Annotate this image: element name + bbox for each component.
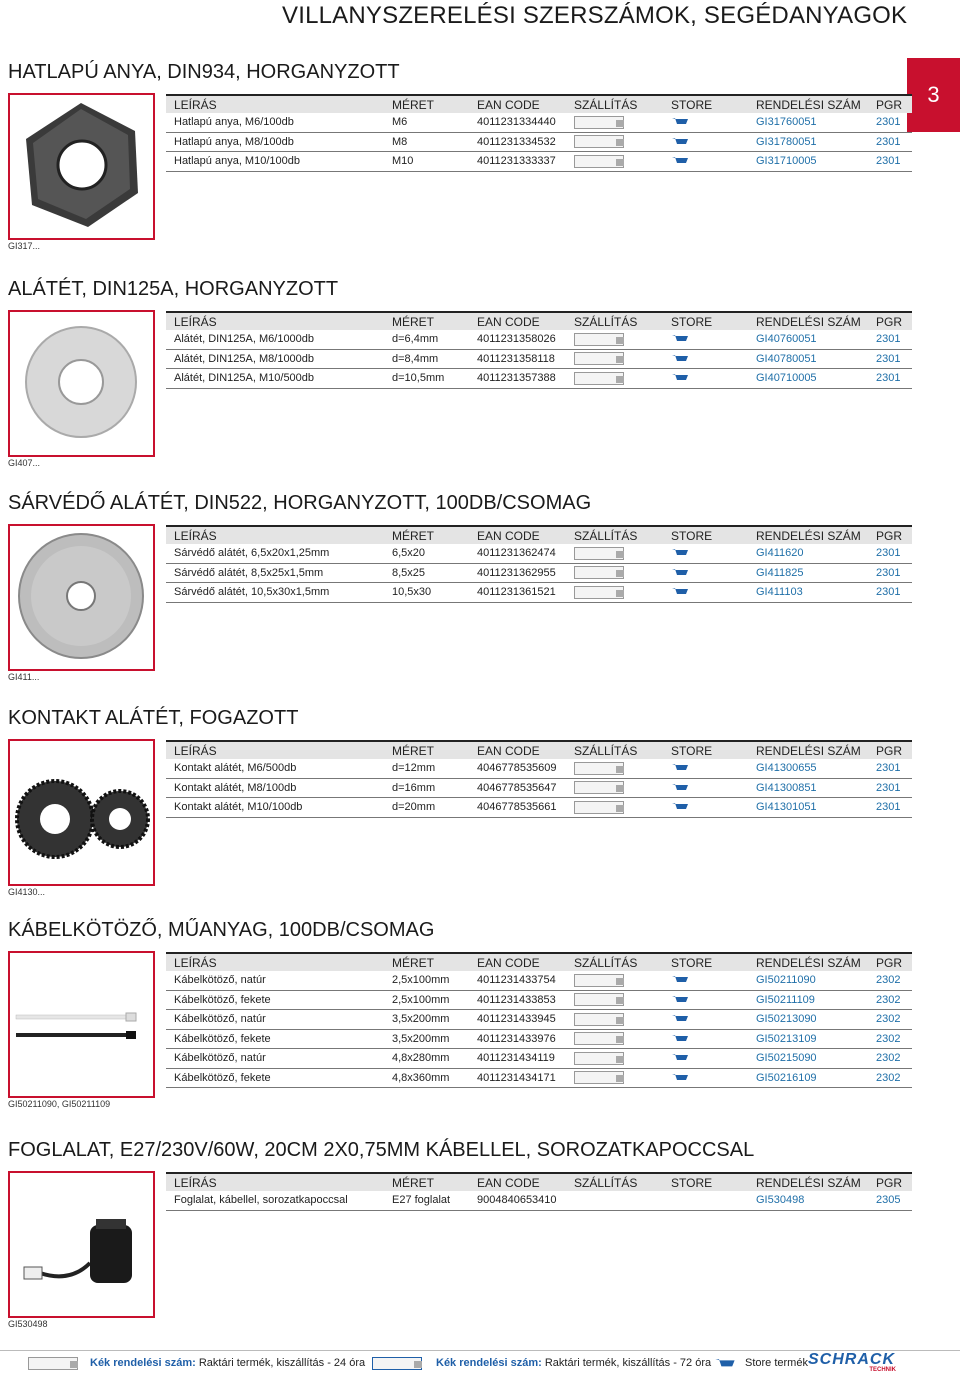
row-size: 8,5x25 (384, 563, 469, 583)
row-ean: 4011231433853 (469, 990, 566, 1010)
row-ean: 4011231433754 (469, 971, 566, 990)
row-size: 10,5x30 (384, 583, 469, 603)
row-pgr: 2301 (868, 369, 912, 389)
row-description: Kontakt alátét, M8/100db (166, 778, 384, 798)
row-order-number[interactable]: GI411825 (748, 563, 868, 583)
product-section-hex-nut (8, 58, 904, 251)
row-description: Kontakt alátét, M10/100db (166, 798, 384, 818)
row-order-number[interactable]: GI50215090 (748, 1049, 868, 1069)
row-description: Alátét, DIN125A, M10/500db (166, 369, 384, 389)
image-caption: GI530498 (8, 1319, 48, 1329)
table-row (166, 1049, 912, 1069)
row-pgr: 2301 (868, 152, 912, 172)
col-shipping: SZÁLLÍTÁS (566, 95, 663, 113)
fender-washer-image (10, 526, 153, 669)
row-size: 3,5x200mm (384, 1010, 469, 1030)
row-size: 2,5x100mm (384, 990, 469, 1010)
logo-text: SCHRACK (808, 1351, 895, 1368)
row-order-number[interactable]: GI40780051 (748, 349, 868, 369)
row-size: E27 foglalat (384, 1191, 469, 1210)
row-size: M8 (384, 132, 469, 152)
cart-icon (671, 1034, 689, 1044)
row-pgr: 2301 (868, 583, 912, 603)
row-order-number[interactable]: GI31710005 (748, 152, 868, 172)
table-header-row (166, 1173, 912, 1191)
row-pgr: 2302 (868, 990, 912, 1010)
row-size: M6 (384, 113, 469, 132)
product-table (166, 740, 912, 818)
table-header-row (166, 741, 912, 759)
col-order-number: RENDELÉSI SZÁM (748, 1173, 868, 1191)
table-row (166, 113, 912, 132)
washer-image (10, 312, 153, 455)
col-store: STORE (663, 312, 748, 330)
row-size: 4,8x280mm (384, 1049, 469, 1069)
col-pgr: PGR (868, 526, 912, 544)
col-description: LEÍRÁS (166, 95, 384, 113)
image-caption: GI50211090, GI50211109 (8, 1099, 111, 1109)
row-description: Kábelkötöző, natúr (166, 971, 384, 990)
col-shipping: SZÁLLÍTÁS (566, 526, 663, 544)
row-ean: 4046778535661 (469, 798, 566, 818)
cart-icon (671, 117, 689, 127)
product-section-washer (8, 275, 904, 468)
table-row (166, 1010, 912, 1030)
col-pgr: PGR (868, 741, 912, 759)
truck-icon (574, 1052, 624, 1065)
row-size: d=8,4mm (384, 349, 469, 369)
truck-icon (574, 1071, 624, 1084)
product-image (8, 93, 155, 240)
row-ean: 4046778535609 (469, 759, 566, 778)
table-header-row (166, 526, 912, 544)
row-description: Kontakt alátét, M6/500db (166, 759, 384, 778)
col-size: MÉRET (384, 95, 469, 113)
col-size: MÉRET (384, 312, 469, 330)
lamp-holder-image (10, 1173, 153, 1316)
section-title: SÁRVÉDŐ ALÁTÉT, DIN522, HORGANYZOTT, 100DB/CSOMAG (8, 492, 592, 514)
truck-icon (574, 762, 624, 775)
truck-icon (574, 135, 624, 148)
row-pgr: 2301 (868, 563, 912, 583)
row-ean: 4011231334440 (469, 113, 566, 132)
row-pgr: 2302 (868, 1029, 912, 1049)
cart-icon (671, 354, 689, 364)
row-size: d=20mm (384, 798, 469, 818)
col-description: LEÍRÁS (166, 312, 384, 330)
row-order-number[interactable]: GI411620 (748, 544, 868, 563)
product-image (8, 951, 155, 1098)
truck-icon (574, 974, 624, 987)
row-order-number[interactable]: GI50213109 (748, 1029, 868, 1049)
row-pgr: 2301 (868, 759, 912, 778)
col-order-number: RENDELÉSI SZÁM (748, 526, 868, 544)
table-row (166, 990, 912, 1010)
row-size: d=16mm (384, 778, 469, 798)
legend-72h-label: Kék rendelési szám: (436, 1357, 542, 1369)
col-ean: EAN CODE (469, 312, 566, 330)
row-ean: 4011231434119 (469, 1049, 566, 1069)
product-section-cable-ties (8, 916, 904, 1109)
col-order-number: RENDELÉSI SZÁM (748, 741, 868, 759)
row-description: Alátét, DIN125A, M6/1000db (166, 330, 384, 349)
truck-icon (574, 566, 624, 579)
truck-icon (574, 586, 624, 599)
col-shipping: SZÁLLÍTÁS (566, 741, 663, 759)
legend-store: Store termék (745, 1357, 808, 1369)
cart-icon (671, 587, 689, 597)
truck-icon (574, 1032, 624, 1045)
row-order-number[interactable]: GI41300655 (748, 759, 868, 778)
image-caption: GI411... (8, 672, 40, 682)
row-pgr: 2301 (868, 778, 912, 798)
row-size: 2,5x100mm (384, 971, 469, 990)
image-caption: GI4130... (8, 887, 46, 897)
cart-icon (671, 995, 689, 1005)
col-store: STORE (663, 1173, 748, 1191)
row-description: Alátét, DIN125A, M8/1000db (166, 349, 384, 369)
row-description: Sárvédő alátét, 10,5x30x1,5mm (166, 583, 384, 603)
table-row (166, 778, 912, 798)
row-ean: 4046778535647 (469, 778, 566, 798)
row-order-number[interactable]: GI31780051 (748, 132, 868, 152)
col-order-number: RENDELÉSI SZÁM (748, 953, 868, 971)
col-size: MÉRET (384, 741, 469, 759)
table-row (166, 563, 912, 583)
legend-24h-label: Kék rendelési szám: (90, 1357, 196, 1369)
col-pgr: PGR (868, 95, 912, 113)
truck-icon (574, 155, 624, 168)
row-order-number[interactable]: GI41301051 (748, 798, 868, 818)
col-store: STORE (663, 953, 748, 971)
row-ean: 4011231357388 (469, 369, 566, 389)
table-row (166, 1068, 912, 1088)
truck-icon (574, 547, 624, 560)
cable-tie-image (10, 953, 153, 1096)
legend-72h (436, 1357, 711, 1369)
row-description: Kábelkötöző, fekete (166, 1068, 384, 1088)
table-row (166, 349, 912, 369)
row-ean: 9004840653410 (469, 1191, 566, 1210)
section-title: ALÁTÉT, DIN125A, HORGANYZOTT (8, 278, 339, 300)
row-order-number[interactable]: GI31760051 (748, 113, 868, 132)
row-size: d=12mm (384, 759, 469, 778)
col-order-number: RENDELÉSI SZÁM (748, 95, 868, 113)
table-header-row (166, 953, 912, 971)
col-ean: EAN CODE (469, 741, 566, 759)
table-row (166, 971, 912, 990)
row-order-number[interactable]: GI50213090 (748, 1010, 868, 1030)
row-size: d=6,4mm (384, 330, 469, 349)
product-image (8, 739, 155, 886)
legend-24h-text: Raktári termék, kiszállítás - 24 óra (195, 1357, 366, 1369)
cart-icon (671, 1053, 689, 1063)
row-description: Hatlapú anya, M6/100db (166, 113, 384, 132)
row-order-number[interactable]: GI40710005 (748, 369, 868, 389)
col-description: LEÍRÁS (166, 741, 384, 759)
row-order-number[interactable]: GI411103 (748, 583, 868, 603)
cart-icon (671, 156, 689, 166)
table-row (166, 759, 912, 778)
table-row (166, 1191, 912, 1210)
col-ean: EAN CODE (469, 95, 566, 113)
table-row (166, 1029, 912, 1049)
row-ean: 4011231358118 (469, 349, 566, 369)
product-table (166, 525, 912, 603)
col-store: STORE (663, 95, 748, 113)
schrack-logo (808, 1353, 896, 1373)
truck-icon (574, 993, 624, 1006)
row-pgr: 2301 (868, 132, 912, 152)
truck-icon (574, 333, 624, 346)
product-table (166, 952, 912, 1088)
cart-icon (671, 763, 689, 773)
row-ean: 4011231358026 (469, 330, 566, 349)
row-ean: 4011231362955 (469, 563, 566, 583)
table-row (166, 152, 912, 172)
row-size: M10 (384, 152, 469, 172)
col-description: LEÍRÁS (166, 1173, 384, 1191)
legend-24h (90, 1357, 365, 1369)
row-size: 6,5x20 (384, 544, 469, 563)
row-pgr: 2302 (868, 1068, 912, 1088)
col-store: STORE (663, 741, 748, 759)
row-description: Kábelkötöző, fekete (166, 990, 384, 1010)
cart-icon (671, 1014, 689, 1024)
row-pgr: 2302 (868, 971, 912, 990)
section-title: KONTAKT ALÁTÉT, FOGAZOTT (8, 707, 299, 729)
cart-icon (671, 1073, 689, 1083)
row-description: Kábelkötöző, natúr (166, 1010, 384, 1030)
col-pgr: PGR (868, 1173, 912, 1191)
row-description: Hatlapú anya, M8/100db (166, 132, 384, 152)
table-row (166, 544, 912, 563)
row-description: Sárvédő alátét, 6,5x20x1,25mm (166, 544, 384, 563)
row-size: 4,8x360mm (384, 1068, 469, 1088)
section-title: KÁBELKÖTÖZŐ, MŰANYAG, 100DB/CSOMAG (8, 919, 435, 941)
row-ean: 4011231361521 (469, 583, 566, 603)
cart-icon (671, 802, 689, 812)
col-store: STORE (663, 526, 748, 544)
row-size: d=10,5mm (384, 369, 469, 389)
truck-icon (372, 1357, 422, 1370)
table-row (166, 330, 912, 349)
row-order-number[interactable]: GI50216109 (748, 1068, 868, 1088)
row-description: Foglalat, kábellel, sorozatkapoccsal (166, 1191, 384, 1210)
col-size: MÉRET (384, 1173, 469, 1191)
cart-icon (671, 568, 689, 578)
hex-nut-image (10, 95, 153, 238)
truck-icon (28, 1357, 78, 1370)
row-ean: 4011231334532 (469, 132, 566, 152)
table-row (166, 369, 912, 389)
col-pgr: PGR (868, 953, 912, 971)
row-pgr: 2301 (868, 798, 912, 818)
row-size: 3,5x200mm (384, 1029, 469, 1049)
col-ean: EAN CODE (469, 953, 566, 971)
cart-icon (712, 1358, 738, 1370)
cart-icon (671, 137, 689, 147)
row-order-number[interactable]: GI50211109 (748, 990, 868, 1010)
row-ean: 4011231433976 (469, 1029, 566, 1049)
product-image (8, 310, 155, 457)
table-row (166, 798, 912, 818)
row-ean: 4011231333337 (469, 152, 566, 172)
row-order-number[interactable]: GI50211090 (748, 971, 868, 990)
table-header-row (166, 312, 912, 330)
section-title: HATLAPÚ ANYA, DIN934, HORGANYZOTT (8, 61, 400, 83)
row-pgr: 2301 (868, 349, 912, 369)
truck-icon (574, 352, 624, 365)
toothed-washer-image (10, 741, 153, 884)
product-image (8, 524, 155, 671)
col-description: LEÍRÁS (166, 526, 384, 544)
row-description: Kábelkötöző, fekete (166, 1029, 384, 1049)
row-pgr: 2302 (868, 1010, 912, 1030)
row-ean: 4011231434171 (469, 1068, 566, 1088)
table-row (166, 583, 912, 603)
col-ean: EAN CODE (469, 526, 566, 544)
truck-icon (574, 116, 624, 129)
row-order-number[interactable]: GI530498 (748, 1191, 868, 1210)
section-title: FOGLALAT, E27/230V/60W, 20CM 2X0,75MM KÁBELLEL, SOROZATKAPOCCSAL (8, 1139, 755, 1161)
image-caption: GI317... (8, 241, 41, 251)
logo-subtext: TECHNIK (869, 1367, 896, 1373)
table-header-row (166, 95, 912, 113)
cart-icon (671, 548, 689, 558)
truck-icon (574, 781, 624, 794)
row-pgr: 2302 (868, 1049, 912, 1069)
row-pgr: 2305 (868, 1191, 912, 1210)
row-description: Kábelkötöző, natúr (166, 1049, 384, 1069)
table-row (166, 132, 912, 152)
col-shipping: SZÁLLÍTÁS (566, 312, 663, 330)
page-title: VILLANYSZERELÉSI SZERSZÁMOK, SEGÉDANYAGOK (282, 2, 908, 29)
row-order-number[interactable]: GI41300851 (748, 778, 868, 798)
cart-icon (671, 783, 689, 793)
row-pgr: 2301 (868, 113, 912, 132)
col-size: MÉRET (384, 526, 469, 544)
col-description: LEÍRÁS (166, 953, 384, 971)
image-caption: GI407... (8, 458, 41, 468)
truck-icon (574, 372, 624, 385)
col-pgr: PGR (868, 312, 912, 330)
page-number-tab: 3 (907, 58, 960, 132)
col-order-number: RENDELÉSI SZÁM (748, 312, 868, 330)
row-description: Hatlapú anya, M10/100db (166, 152, 384, 172)
cart-icon (671, 334, 689, 344)
row-order-number[interactable]: GI40760051 (748, 330, 868, 349)
row-ean: 4011231362474 (469, 544, 566, 563)
truck-icon (574, 801, 624, 814)
row-pgr: 2301 (868, 330, 912, 349)
product-image (8, 1171, 155, 1318)
legend-72h-text: Raktári termék, kiszállítás - 72 óra (541, 1357, 712, 1369)
cart-icon (671, 373, 689, 383)
product-table (166, 311, 912, 389)
footer-legend (0, 1350, 960, 1376)
product-table (166, 94, 912, 172)
col-shipping: SZÁLLÍTÁS (566, 953, 663, 971)
truck-icon (574, 1013, 624, 1026)
product-section-lamp-holder (8, 1136, 904, 1329)
col-size: MÉRET (384, 953, 469, 971)
row-description: Sárvédő alátét, 8,5x25x1,5mm (166, 563, 384, 583)
col-shipping: SZÁLLÍTÁS (566, 1173, 663, 1191)
col-ean: EAN CODE (469, 1173, 566, 1191)
product-section-contact-washer (8, 704, 904, 897)
product-section-fender-washer (8, 489, 904, 682)
cart-icon (671, 975, 689, 985)
product-table (166, 1172, 912, 1211)
row-pgr: 2301 (868, 544, 912, 563)
row-ean: 4011231433945 (469, 1010, 566, 1030)
